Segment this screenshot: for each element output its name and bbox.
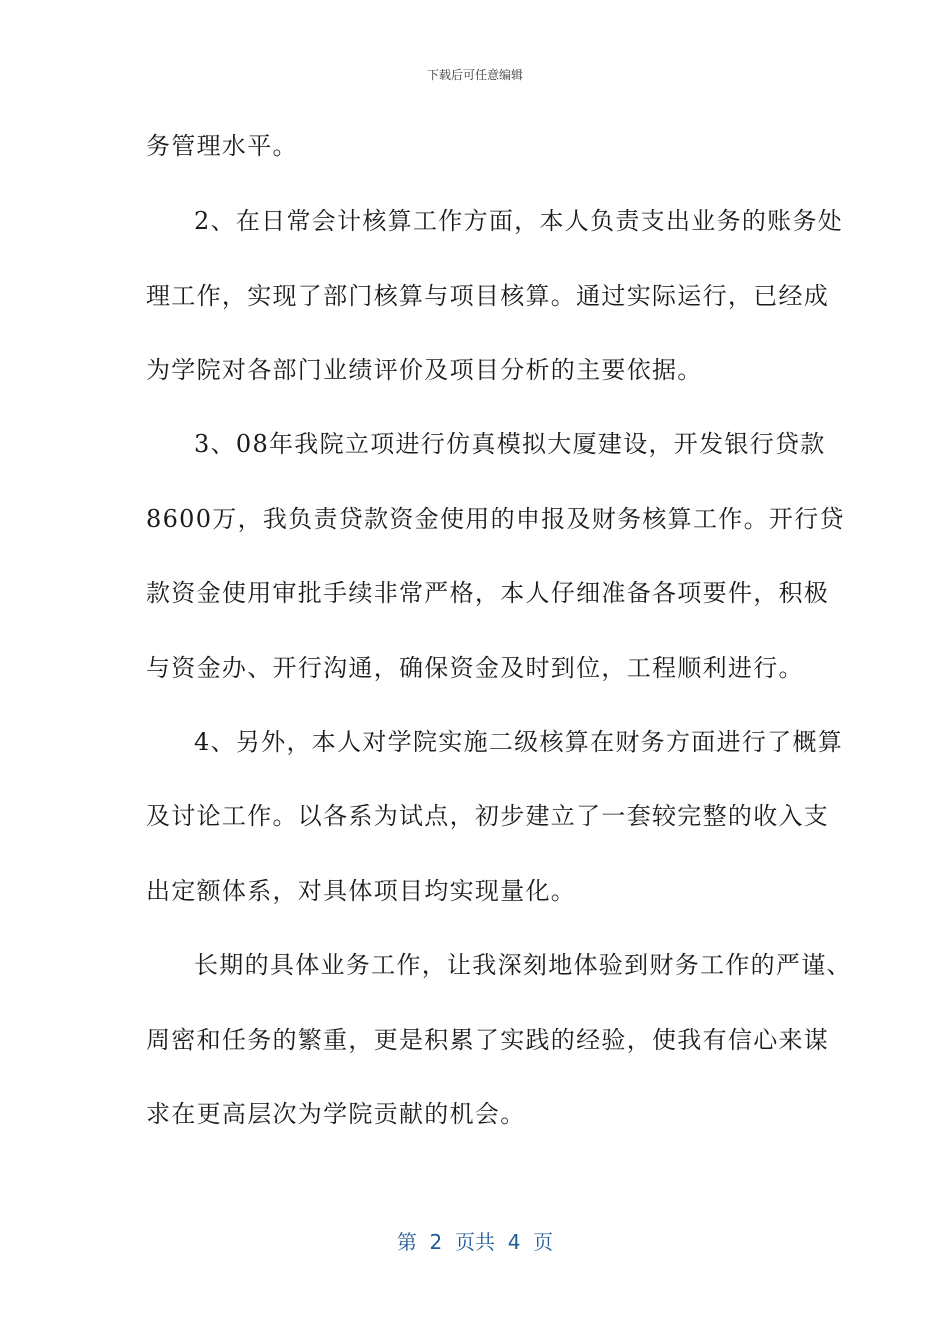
paragraph-line: 8600万，我负责贷款资金使用的申报及财务核算工作。开行贷 bbox=[146, 505, 845, 533]
paragraph-line: 款资金使用审批手续非常严格，本人仔细准备各项要件，积极 bbox=[146, 579, 830, 607]
paragraph-line: 求在更高层次为学院贡献的机会。 bbox=[146, 1100, 526, 1128]
paragraph-line: 2、在日常会计核算工作方面，本人负责支出业务的账务处 bbox=[194, 207, 844, 235]
paragraph-line: 理工作，实现了部门核算与项目核算。通过实际运行，已经成 bbox=[146, 282, 830, 310]
paragraph-line: 周密和任务的繁重，更是积累了实践的经验，使我有信心来谋 bbox=[146, 1026, 830, 1054]
paragraph-line: 长期的具体业务工作，让我深刻地体验到财务工作的严谨、 bbox=[194, 951, 852, 979]
page-header-note: 下载后可任意编辑 bbox=[426, 68, 523, 82]
paragraph-line: 与资金办、开行沟通，确保资金及时到位，工程顺利进行。 bbox=[146, 654, 804, 682]
paragraph-line: 出定额体系，对具体项目均实现量化。 bbox=[146, 877, 577, 905]
paragraph-line: 为学院对各部门业绩评价及项目分析的主要依据。 bbox=[146, 356, 703, 384]
page-number: 第 2 页共 4 页 bbox=[396, 1230, 554, 1254]
paragraph-line: 4、另外，本人对学院实施二级核算在财务方面进行了概算 bbox=[194, 728, 844, 756]
paragraph-line: 务管理水平。 bbox=[146, 132, 298, 160]
paragraph-line: 及讨论工作。以各系为试点，初步建立了一套较完整的收入支 bbox=[146, 802, 830, 830]
paragraph-line: 3、08年我院立项进行仿真模拟大厦建设，开发银行贷款 bbox=[194, 430, 826, 458]
